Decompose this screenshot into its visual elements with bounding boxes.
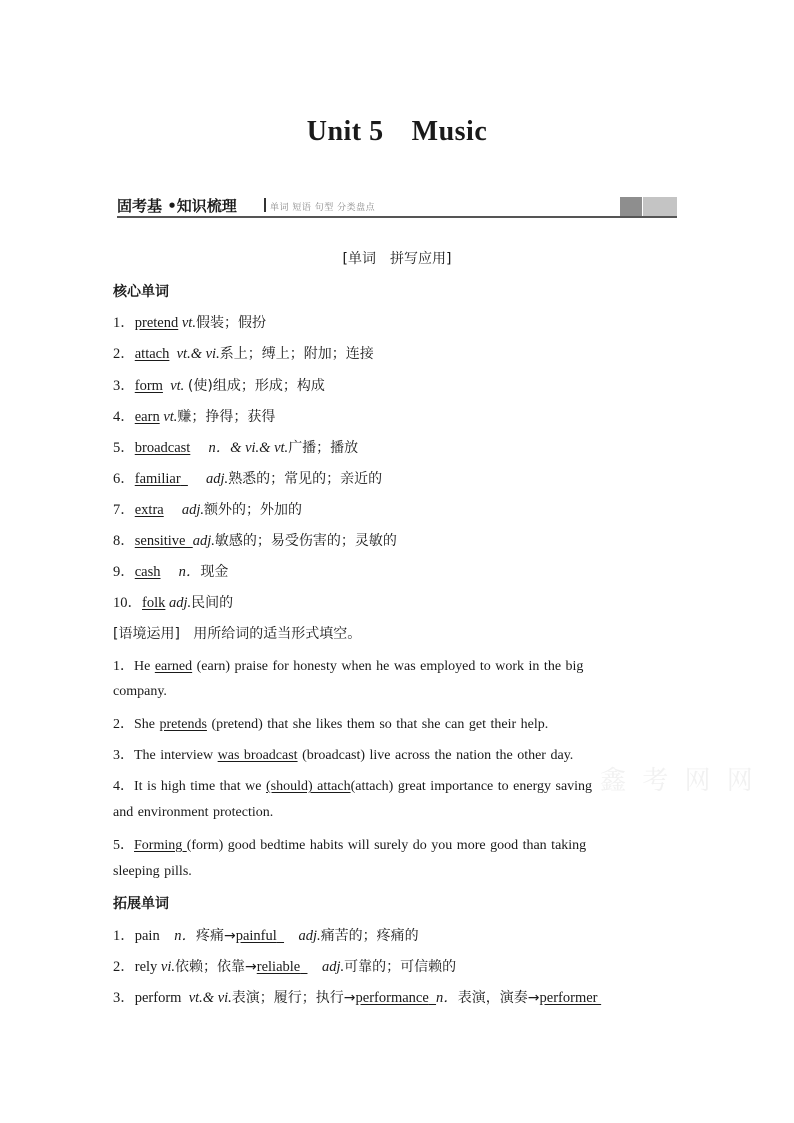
exercise-answer: (should) attach bbox=[265, 779, 351, 794]
exercise-sentence: 5．Forming (form) good bedtime habits will surely do you more good than taking bbox=[113, 838, 587, 853]
watermark: 鑫 考 网 网 bbox=[600, 766, 757, 796]
answer-word: familiar bbox=[134, 471, 181, 487]
title-name: Music bbox=[411, 116, 488, 147]
meaning: 民间的 bbox=[191, 595, 234, 611]
banner-rule bbox=[117, 216, 677, 218]
banner-sub: 单词 短语 句型 分类盘点 bbox=[270, 203, 376, 213]
item-number: 10． bbox=[113, 595, 142, 611]
page-title bbox=[0, 116, 794, 148]
derived-word: reliable bbox=[256, 959, 301, 975]
core-word-row bbox=[113, 436, 358, 457]
answer-word: broadcast bbox=[134, 440, 191, 456]
title-unit: Unit 5 bbox=[306, 116, 384, 147]
part-of-speech: adj. bbox=[206, 471, 229, 487]
part-of-speech: adj. bbox=[192, 533, 215, 549]
derived-word-2: performer bbox=[539, 990, 598, 1006]
base-word: rely bbox=[134, 959, 158, 975]
meaning: 熟悉的；常见的；亲近的 bbox=[228, 471, 383, 487]
core-word-row bbox=[113, 529, 397, 550]
core-word-row bbox=[113, 374, 325, 395]
core-word-row bbox=[113, 591, 233, 612]
section-heading-right: 拼写应用] bbox=[390, 251, 452, 267]
part-of-speech: vt. bbox=[170, 378, 185, 394]
exercise-continuation: sleeping pills. bbox=[113, 864, 192, 879]
item-number: 4． bbox=[113, 409, 135, 425]
extended-word-row: 3．perform vt.& vi.表演；履行；执行→performance n．表演，演奏→performer bbox=[113, 986, 601, 1007]
item-number: 7． bbox=[113, 502, 135, 518]
extended-word-row: 2．rely vi.依赖；依靠→reliable adj.可靠的；可信赖的 bbox=[113, 959, 457, 975]
item-number: 3． bbox=[113, 378, 135, 394]
answer-word: extra bbox=[134, 502, 164, 518]
item-number: 6． bbox=[113, 471, 135, 487]
part-of-speech: n． bbox=[178, 564, 201, 580]
item-number: 8． bbox=[113, 533, 135, 549]
exercise-answer: pretends bbox=[159, 717, 207, 732]
answer-word: folk bbox=[142, 595, 166, 611]
meaning: 赚；挣得；获得 bbox=[177, 409, 276, 425]
banner-divider bbox=[264, 198, 266, 212]
answer-word: form bbox=[134, 378, 163, 394]
answer-word: attach bbox=[134, 346, 170, 362]
banner-box-light bbox=[643, 197, 677, 216]
part-of-speech: n．& vi.& vt. bbox=[208, 440, 289, 456]
exercise-sentence: 1．He earned (earn) praise for honesty when he was employed to work in the big bbox=[113, 659, 584, 674]
part-of-speech: vt. bbox=[181, 315, 196, 331]
base-word: perform bbox=[134, 990, 182, 1006]
answer-word: pretend bbox=[134, 315, 179, 331]
exercise-answer: was broadcast bbox=[217, 748, 298, 763]
section-banner bbox=[117, 196, 677, 218]
core-word-row bbox=[113, 467, 382, 488]
core-word-row bbox=[113, 311, 266, 332]
derived-word: performance bbox=[355, 990, 429, 1006]
exercise-continuation: company. bbox=[113, 684, 167, 699]
banner-label: 固考基 •知识梳理 bbox=[117, 197, 237, 215]
context-use-heading bbox=[113, 623, 361, 643]
meaning: 广播；播放 bbox=[288, 440, 359, 456]
context-use-tag: [语境运用] bbox=[113, 626, 180, 642]
exercise-answer: earned bbox=[154, 659, 193, 674]
item-number: 1． bbox=[113, 315, 135, 331]
base-word: pain bbox=[134, 928, 160, 944]
extended-words-heading: 拓展单词 bbox=[113, 896, 169, 912]
section-heading-left: [单词 bbox=[342, 251, 376, 267]
part-of-speech: adj. bbox=[168, 595, 192, 611]
exercise-sentence: 2．She pretends (pretend) that she likes them so that she can get their help. bbox=[113, 717, 549, 732]
part-of-speech: vt. bbox=[163, 409, 178, 425]
banner-box-dark bbox=[620, 197, 642, 216]
exercise-continuation: and environment protection. bbox=[113, 805, 274, 820]
answer-word: sensitive bbox=[134, 533, 186, 549]
answer-word: cash bbox=[134, 564, 161, 580]
core-word-row bbox=[113, 342, 374, 363]
exercise-sentence: 4．It is high time that we (should) attach(attach) great importance to energy saving bbox=[113, 779, 593, 794]
part-of-speech: adj. bbox=[181, 502, 205, 518]
core-words-heading: 核心单词 bbox=[113, 284, 169, 300]
exercise-answer: Forming bbox=[134, 838, 187, 853]
exercise-sentence: 3．The interview was broadcast (broadcast) live across the nation the other day. bbox=[113, 748, 574, 763]
item-number: 2． bbox=[113, 346, 135, 362]
meaning: 假装；假扮 bbox=[195, 315, 266, 331]
item-number: 9． bbox=[113, 564, 135, 580]
core-word-row bbox=[113, 560, 228, 581]
derived-word: painful bbox=[235, 928, 277, 944]
answer-word: earn bbox=[134, 409, 160, 425]
part-of-speech: vt.& vi. bbox=[176, 346, 220, 362]
meaning: (使)组成；形成；构成 bbox=[187, 378, 325, 394]
extended-word-row: 1．pain n．疼痛→painful adj.痛苦的；疼痛的 bbox=[113, 928, 419, 944]
meaning: 系上；缚上；附加；连接 bbox=[219, 346, 374, 362]
section-heading bbox=[0, 248, 794, 268]
item-number: 5． bbox=[113, 440, 135, 456]
meaning: 额外的；外加的 bbox=[204, 502, 303, 518]
core-word-row bbox=[113, 405, 275, 426]
context-use-instruction: 用所给词的适当形式填空。 bbox=[193, 626, 362, 642]
meaning: 现金 bbox=[200, 564, 229, 580]
meaning: 敏感的；易受伤害的；灵敏的 bbox=[214, 533, 397, 549]
core-word-row bbox=[113, 498, 302, 519]
